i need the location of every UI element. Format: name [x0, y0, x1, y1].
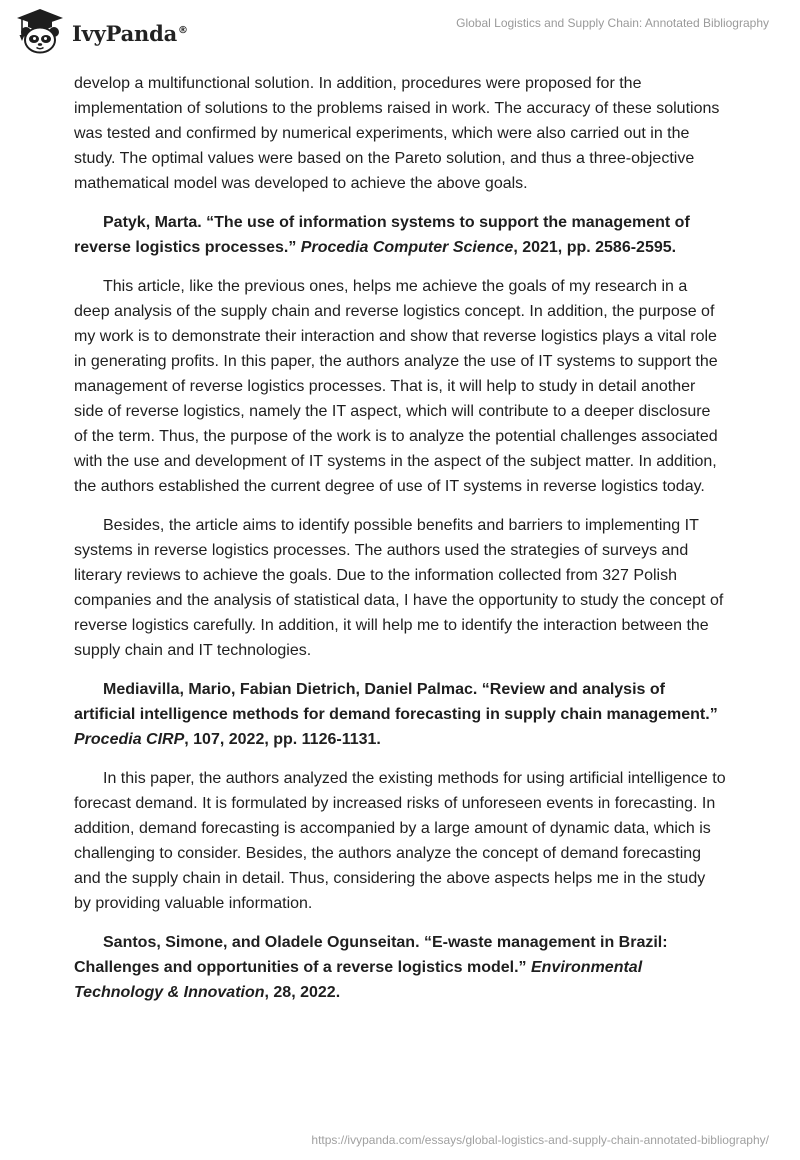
- source-url[interactable]: https://ivypanda.com/essays/global-logistics-and-supply-chain-annotated-bibliography/: [311, 1133, 769, 1147]
- brand-name: IvyPanda®: [72, 20, 188, 46]
- body-paragraph: This article, like the previous ones, helps me achieve the goals of my research in a deep analysis of the supply chain and reverse logistics concept. In addition, the purpose of my work is to demonstrate their interaction and show that reverse logistics plays a vital role in generating profits. In this paper, the authors analyze the use of IT systems to support the management of reverse logistics processes. That is, it will help to study in detail another side of reverse logistics, namely the IT aspect, which will contribute to a deeper disclosure of the term. Thus, the purpose of the work is to analyze the potential challenges associated with the use and development of IT systems in the aspect of the subject matter. In addition, the authors established the current degree of use of IT systems in reverse logistics today.: [74, 278, 718, 495]
- ivypanda-logo[interactable]: [14, 8, 188, 54]
- essay-content: [74, 71, 726, 1005]
- body-paragraph: Besides, the article aims to identify possible benefits and barriers to implementing IT systems in reverse logistics processes. The authors used the strategies of surveys and literary reviews to achieve the goals. Due to the information collected from 327 Polish companies and the analysis of statistical data, I have the opportunity to study the concept of reverse logistics carefully. In addition, it will help me to identify the interaction between the supply chain and IT technologies.: [74, 517, 724, 659]
- body-paragraph: In this paper, the authors analyzed the existing methods for using artificial intelligence to forecast demand. It is formulated by increased risks of unforeseen events in forecasting. In addition, demand forecasting is accompanied by a large amount of dynamic data, which is challenging to consider. Besides, the authors analyze the concept of demand forecasting and the supply chain in detail. Thus, considering the above aspects helps me in the study by providing valuable information.: [74, 770, 726, 912]
- citation-entry: Mediavilla, Mario, Fabian Dietrich, Daniel Palmac. “Review and analysis of artificial intelligence methods for demand forecasting in supply chain management.” Procedia CIRP, 107, 2022, pp. 1126-1131.: [74, 681, 718, 748]
- document-title: Global Logistics and Supply Chain: Annotated Bibliography: [456, 16, 769, 30]
- page-header: [0, 0, 800, 60]
- panda-graduation-cap-icon: [14, 8, 66, 54]
- citation-entry: Patyk, Marta. “The use of information systems to support the management of reverse logistics processes.” Procedia Computer Science, 2021, pp. 2586-2595.: [74, 214, 690, 256]
- citation-entry: Santos, Simone, and Oladele Ogunseitan. “E-waste management in Brazil: Challenges and opportunities of a reverse logistics model.” Environmental Technology & Innovation, 28, 2022.: [74, 934, 668, 1001]
- body-paragraph: develop a multifunctional solution. In addition, procedures were proposed for the implementation of solutions to the problems raised in work. The accuracy of these solutions was tested and confirmed by numerical experiments, which were also carried out in the study. The optimal values were based on the Pareto solution, and thus a three-objective mathematical model was developed to achieve the above goals.: [74, 75, 720, 192]
